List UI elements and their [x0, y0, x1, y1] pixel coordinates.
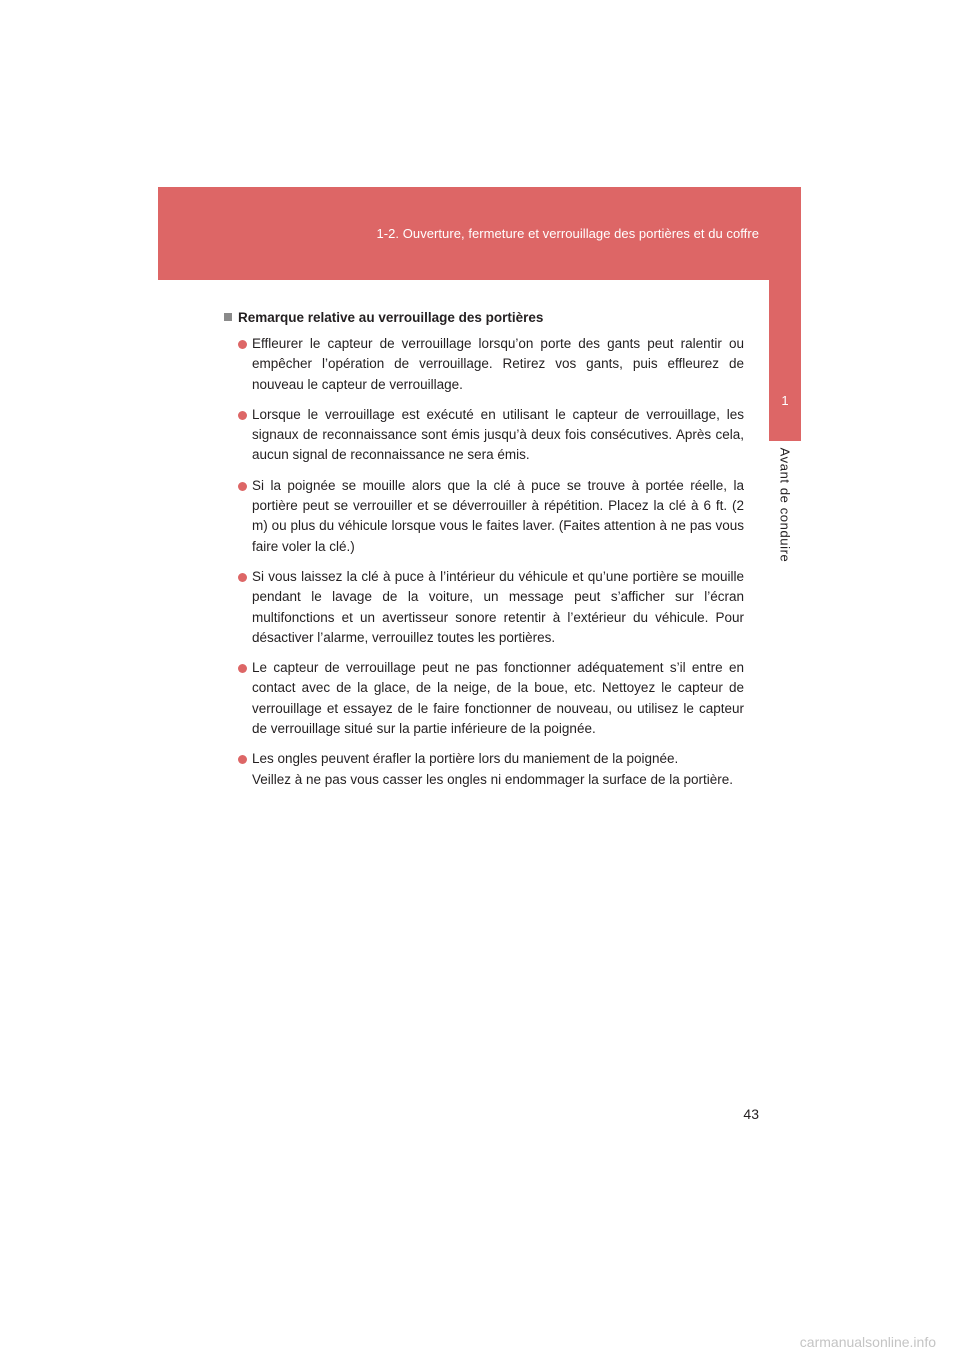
page-number: 43: [743, 1106, 759, 1122]
round-bullet-icon: [238, 482, 247, 491]
list-item: [238, 476, 744, 557]
section-heading: [224, 308, 744, 328]
round-bullet-icon: [238, 755, 247, 764]
section-header-title: 1-2. Ouverture, fermeture et verrouillage des portières et du coffre: [376, 226, 759, 241]
square-bullet-icon: [224, 313, 232, 321]
list-item-text: Les ongles peuvent érafler la portière lors du maniement de la poignée.: [252, 751, 679, 767]
list-item-text: Le capteur de verrouillage peut ne pas fonctionner adéquatement s’il entre en contact avec de la glace, de la neige, de la boue, etc. Nettoyez le capteur de verrouillage et essayez de le faire fonctionner de nouveau, ou utilisez le capteur de verrouillage situé sur la partie inférieure de la poignée.: [252, 660, 744, 737]
round-bullet-icon: [238, 664, 247, 673]
list-item-text: Si la poignée se mouille alors que la clé à puce se trouve à portée réelle, la portière peut se verrouiller et se déverrouiller à répétition. Placez la clé à 6 ft. (2 m) ou plus du véhicule lorsque vous le faites laver. (Faites attention à ne pas vous faire voler la clé.): [252, 477, 744, 554]
main-content: [224, 308, 744, 800]
section-heading-text: Remarque relative au verrouillage des portières: [238, 310, 544, 325]
round-bullet-icon: [238, 411, 247, 420]
notes-list: [224, 334, 744, 790]
list-item: [238, 334, 744, 395]
list-item: [238, 749, 744, 790]
list-item-text: Si vous laissez la clé à puce à l’intérieur du véhicule et qu’une portière se mouille pendant le lavage de la voiture, un message peut s’afficher sur l’écran multifonctions et un avertisseur sonore retentir à l’extérieur du véhicule. Pour désactiver l’alarme, verrouillez toutes les portières.: [252, 568, 744, 645]
round-bullet-icon: [238, 340, 247, 349]
list-item: [238, 405, 744, 466]
header-band: [158, 187, 801, 280]
list-item-text: Lorsque le verrouillage est exécuté en utilisant le capteur de verrouillage, les signaux de reconnaissance sont émis jusqu’à deux fois consécutives. Après cela, aucun signal de reconnaissance ne sera émis.: [252, 406, 744, 463]
chapter-tab: [769, 280, 801, 441]
list-item-text-continued: Veillez à ne pas vous casser les ongles ni endommager la surface de la portière.: [252, 771, 734, 787]
list-item: [238, 567, 744, 648]
list-item-text: Effleurer le capteur de verrouillage lorsqu’on porte des gants peut ralentir ou empêcher l’opération de verrouillage. Retirez vos gants, puis effleurez de nouveau le capteur de verrouillage.: [252, 336, 744, 392]
chapter-number: 1: [781, 393, 789, 408]
chapter-label: Avant de conduire: [777, 447, 793, 563]
list-item: [238, 658, 744, 739]
round-bullet-icon: [238, 573, 247, 582]
watermark: carmanualsonline.info: [799, 1334, 936, 1350]
